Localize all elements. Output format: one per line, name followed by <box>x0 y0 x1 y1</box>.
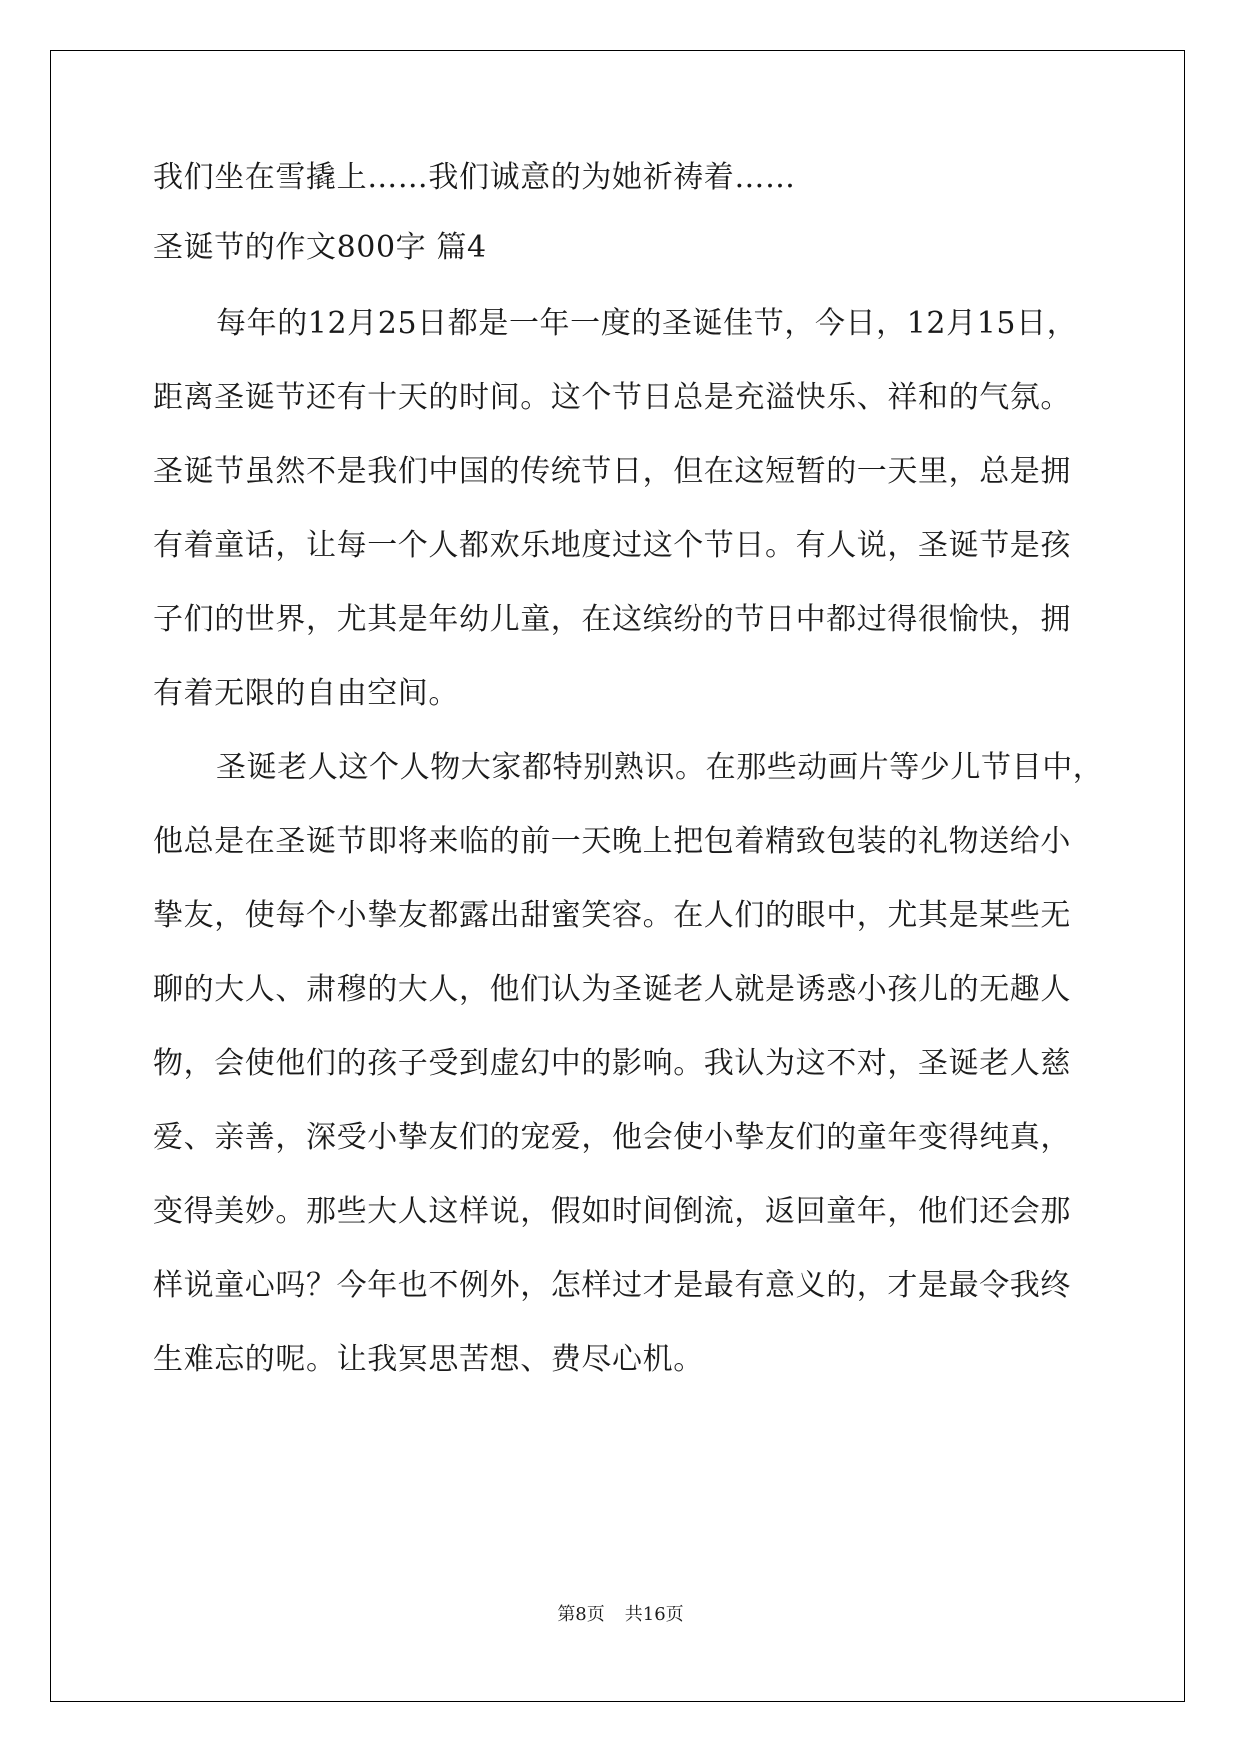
page-border <box>50 50 1185 1702</box>
text-line-7: 子们的世界，尤其是年幼儿童，在这缤纷的节日中都过得很愉快，拥 <box>153 602 1071 637</box>
page-footer <box>0 1603 1241 1627</box>
text-line-6: 有着童话，让每一个人都欢乐地度过这个节日。有人说，圣诞节是孩 <box>153 528 1071 563</box>
text-line-15: 变得美妙。那些大人这样说，假如时间倒流，返回童年，他们还会那 <box>153 1194 1071 1229</box>
text-line-4: 距离圣诞节还有十天的时间。这个节日总是充溢快乐、祥和的气氛。 <box>153 380 1071 415</box>
text-line-14: 爱、亲善，深受小挚友们的宠爱，他会使小挚友们的童年变得纯真， <box>153 1120 1071 1155</box>
text-line-17: 生难忘的呢。让我冥思苦想、费尽心机。 <box>153 1342 704 1377</box>
text-line-16: 样说童心吗？今年也不例外，怎样过才是最有意义的，才是最令我终 <box>153 1268 1071 1303</box>
text-line-3: 每年的12月25日都是一年一度的圣诞佳节，今日，12月15日， <box>216 306 1078 341</box>
text-line-10: 他总是在圣诞节即将来临的前一天晚上把包着精致包装的礼物送给小 <box>153 824 1071 859</box>
section-heading: 圣诞节的作文800字 篇4 <box>153 230 487 265</box>
text-line-13: 物，会使他们的孩子受到虚幻中的影响。我认为这不对，圣诞老人慈 <box>153 1046 1071 1081</box>
page-total: 共16页 <box>624 1604 684 1625</box>
text-line-12: 聊的大人、肃穆的大人，他们认为圣诞老人就是诱惑小孩儿的无趣人 <box>153 972 1071 1007</box>
text-line-11: 挚友，使每个小挚友都露出甜蜜笑容。在人们的眼中，尤其是某些无 <box>153 898 1071 933</box>
text-line-9: 圣诞老人这个人物大家都特别熟识。在那些动画片等少儿节目中， <box>216 750 1104 785</box>
text-line-8: 有着无限的自由空间。 <box>153 676 459 711</box>
page-number: 第8页 <box>557 1604 605 1625</box>
text-line-5: 圣诞节虽然不是我们中国的传统节日，但在这短暂的一天里，总是拥 <box>153 454 1071 489</box>
text-line-1: 我们坐在雪撬上……我们诚意的为她祈祷着…… <box>153 160 796 195</box>
